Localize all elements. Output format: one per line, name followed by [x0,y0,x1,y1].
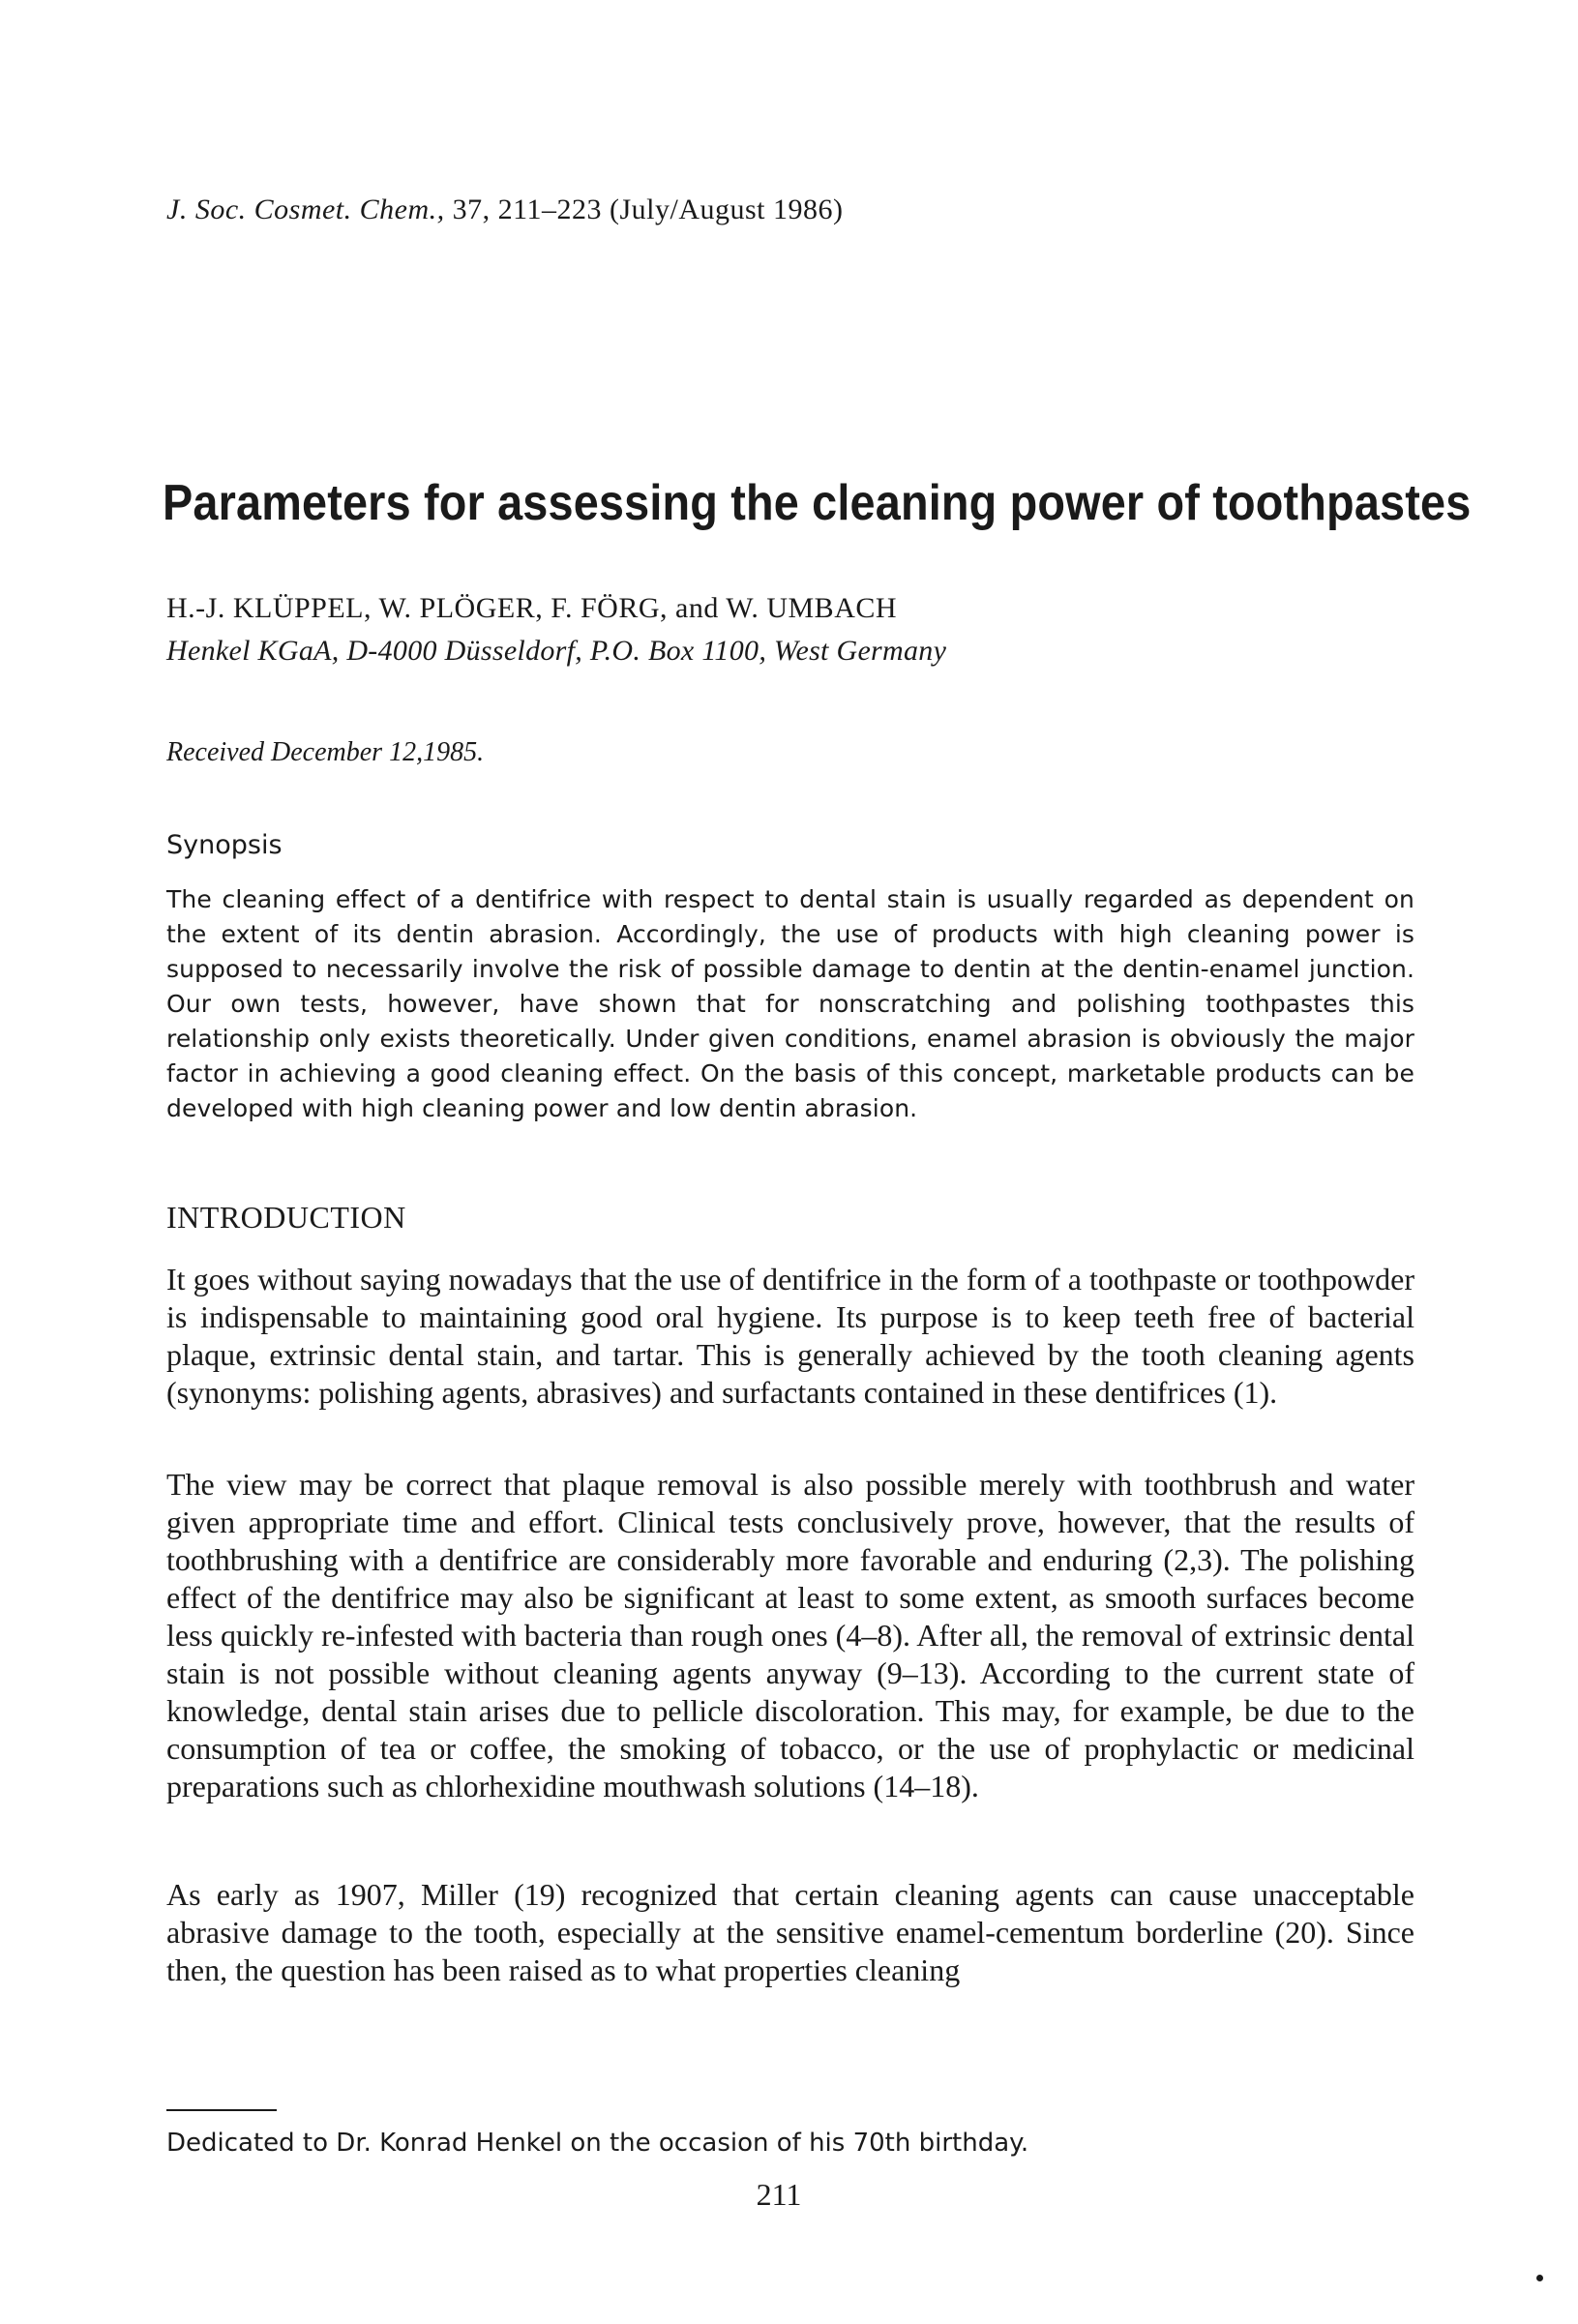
page-number: 211 [756,2177,802,2212]
introduction-heading: INTRODUCTION [166,1200,406,1235]
synopsis-heading: Synopsis [166,830,283,860]
volume-pages-date: 37, 211–223 (July/August 1986) [452,194,844,225]
scan-speck [1536,2275,1543,2281]
dedication-footnote: Dedicated to Dr. Konrad Henkel on the occasion of his 70th birthday. [166,2129,1029,2158]
body-paragraph: It goes without saying nowadays that the use of dentifrice in the form of a toothpaste or toothpowder is indispensable to maintaining good oral hygiene. Its purpose is to keep teeth free of bacterial plaque, extrinsic dental stain, and tartar. This is generally achieved by the tooth cleaning agents (synonyms: polishing agents, abrasives) and surfactants contained in these dentifrices (1). [166,1262,1414,1410]
journal-abbreviation: J. Soc. Cosmet. Chem., [166,194,445,225]
received-date: Received December 12,1985. [166,737,485,767]
journal-citation [166,194,844,226]
article-title: Parameters for assessing the cleaning power of toothpastes [163,475,1472,531]
footnote-divider [166,2109,277,2111]
body-paragraph: As early as 1907, Miller (19) recognized that certain cleaning agents can cause unacceptable abrasive damage to the tooth, especially at the sensitive enamel-cementum borderline (20). Since then, the question has been raised as to what properties cleaning [166,1877,1414,1987]
author-list: H.-J. KLÜPPEL, W. PLÖGER, F. FÖRG, and W. UMBACH [166,592,898,624]
body-paragraph: The view may be correct that plaque removal is also possible merely with toothbrush and water given appropriate time and effort. Clinical tests conclusively prove, however, that the results of toothbrushing with a dentifrice are considerably more favorable and enduring (2,3). The polishing effect of the dentifrice may also be significant at least to some extent, as smooth surfaces become less quickly re-infested with bacteria than rough ones (4–8). After all, the removal of extrinsic dental stain is not possible without cleaning agents anyway (9–13). According to the current state of knowledge, dental stain arises due to pellicle discoloration. This may, for example, be due to the consumption of tea or coffee, the smoking of tobacco, or the use of prophylactic or medicinal preparations such as chlorhexidine mouthwash solutions (14–18). [166,1467,1414,1803]
synopsis-text: The cleaning effect of a dentifrice with respect to dental stain is usually regarded as dependent on the extent of its dentin abrasion. Accordingly, the use of products with high cleaning power is supposed to necessarily involve the risk of possible damage to dentin at the dentin-enamel junction. Our own tests, however, have shown that for nonscratching and polishing toothpastes this relationship only exists theoretically. Under given conditions, enamel abrasion is obviously the major factor in achieving a good cleaning effect. On the basis of this concept, marketable products can be developed with high cleaning power and low dentin abrasion. [166,885,1414,1122]
author-affiliation: Henkel KGaA, D-4000 Düsseldorf, P.O. Box 1100, West Germany [166,635,947,667]
